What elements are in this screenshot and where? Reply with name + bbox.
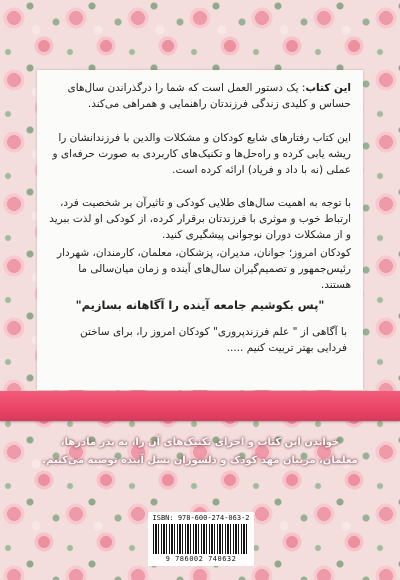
paragraph-golden-years: با توجه به اهمیت سال‌های طلایی کودکی و تاثیرآن بر شخصیت فرد، ارتباط خوب و موثری با فرزندتان برقرار کرده، از کودکی او لذت ببرید و از مشکلات دوران نوجوانی پیشگیری کنید. — [49, 197, 351, 241]
barcode — [148, 512, 254, 566]
intro-text: : یک دستور العمل است که شما را درگذراندن سال‌های حساس و کلیدی زندگی فرزندتان راهنمایی و همراهی می‌کند. — [67, 82, 351, 110]
intro-bold-label: این کتاب — [305, 82, 351, 94]
intro-paragraph — [49, 80, 351, 112]
paragraph-behaviors: این کتاب رفتارهای شایع کودکان و مشکلات والدین با فرزندانشان را ریشه یابی کرده و راه‌حل‌ها و تکنیک‌های کاربردی به صورت حرفه‌ای و عملی (نه با داد و فریاد) ارائه کرده است. — [52, 132, 351, 176]
slogan-quote: "پس بکوشیم جامعه آینده را آگاهانه بسازیم" — [75, 298, 325, 312]
recommendation-text: خواندن این کتاب و اجرای تکنیک‌های آن را، به پدر مادرها، معلمان، مربیان مهد کودک و دلسوزان نسل آینده توصیه می‌کنیم. — [42, 437, 358, 466]
paragraph-future: کودکان امروز؛ جوانان، مدیران، پزشکان، معلمان، کارمندان، شهردار رئیس‌جمهور و تصمیم‌گیران سال‌های آینده و زمان میان‌سالی ما هستند. — [57, 247, 351, 291]
barcode-digits: 9 786002 740632 — [165, 555, 237, 563]
description-card — [37, 70, 363, 390]
paragraph-parenting: با آگاهی از " علم فرزندپروری" کودکان امروز را، برای ساختن فردایی بهتر تربیت کنیم ..... — [79, 326, 347, 354]
isbn-label: ISBN: 978-600-274-063-2 — [152, 514, 250, 522]
barcode-bars — [153, 524, 249, 554]
pink-ribbon — [0, 391, 400, 421]
